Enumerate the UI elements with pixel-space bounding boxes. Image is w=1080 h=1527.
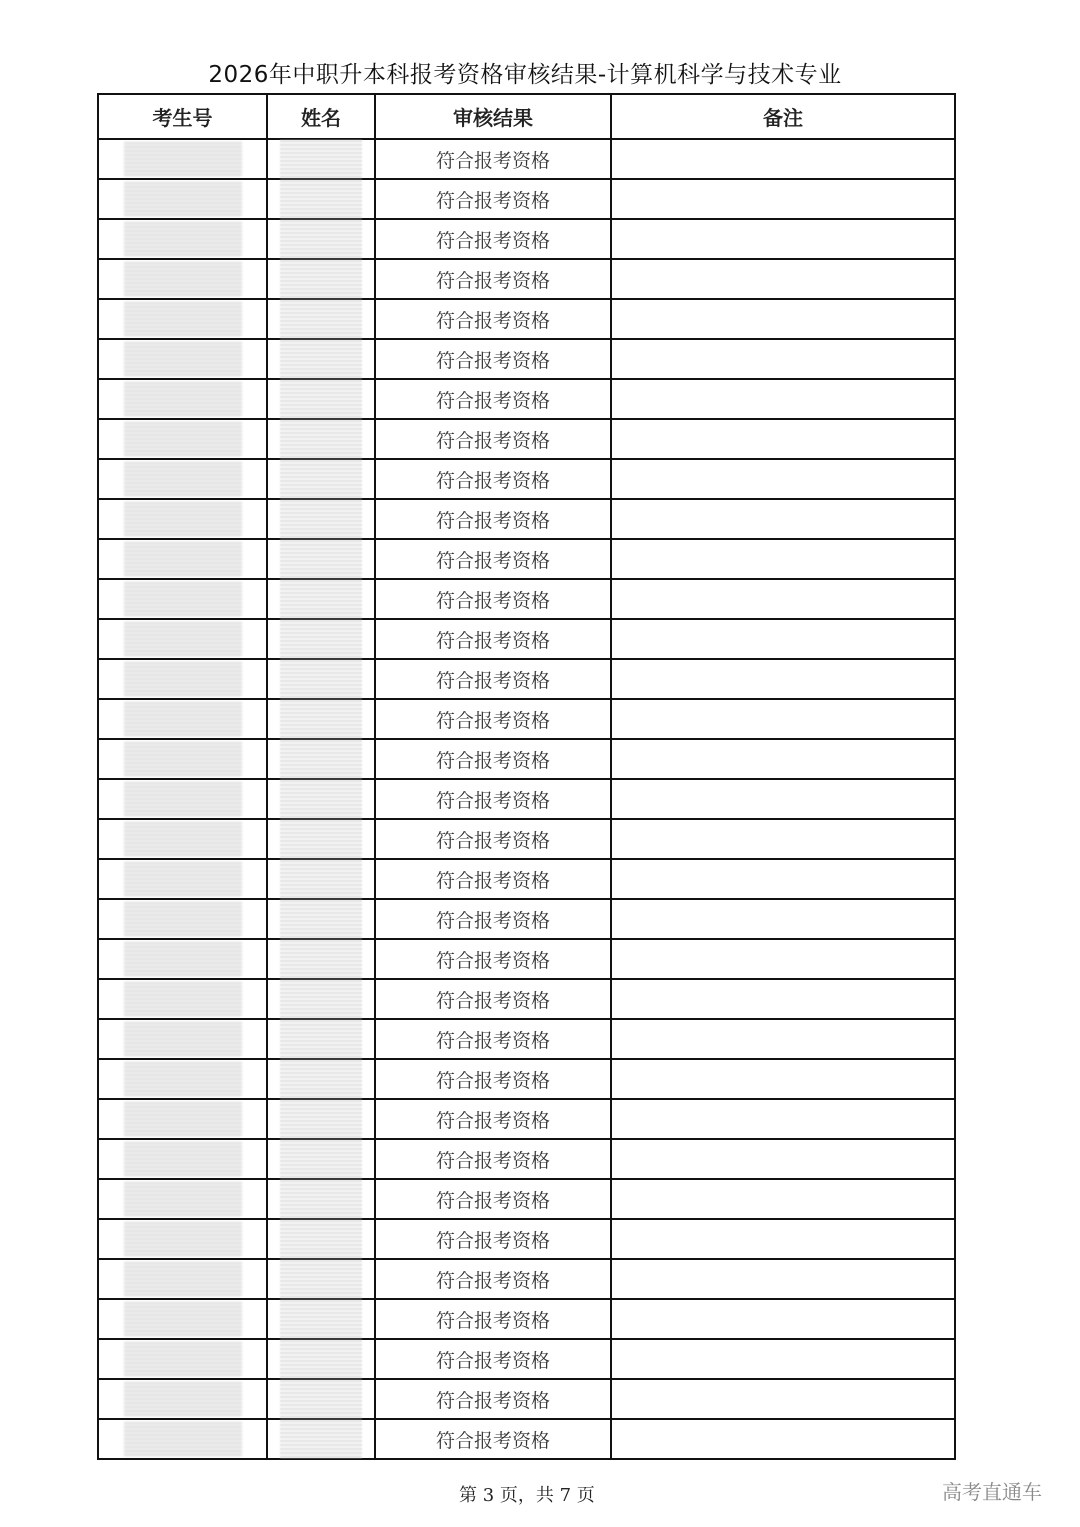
exam-number-cell — [98, 379, 267, 419]
table-row — [98, 1339, 955, 1379]
exam-number-cell — [98, 739, 267, 779]
redacted-name — [280, 740, 362, 778]
exam-number-cell — [98, 699, 267, 739]
remarks-cell — [611, 859, 955, 899]
redacted-exam-number — [124, 702, 242, 736]
name-cell — [267, 459, 375, 499]
redacted-exam-number — [124, 902, 242, 936]
table-row — [98, 499, 955, 539]
result-cell: 符合报考资格 — [375, 1019, 611, 1059]
table-row — [98, 1379, 955, 1419]
table-row — [98, 1059, 955, 1099]
redacted-exam-number — [124, 302, 242, 336]
result-cell: 符合报考资格 — [375, 219, 611, 259]
name-cell — [267, 779, 375, 819]
result-cell: 符合报考资格 — [375, 619, 611, 659]
redacted-name — [280, 1140, 362, 1178]
redacted-name — [280, 220, 362, 258]
redacted-name — [280, 380, 362, 418]
result-cell: 符合报考资格 — [375, 659, 611, 699]
redacted-name — [280, 660, 362, 698]
redacted-name — [280, 420, 362, 458]
table-row — [98, 139, 955, 179]
table-row — [98, 739, 955, 779]
exam-number-cell — [98, 579, 267, 619]
name-cell — [267, 219, 375, 259]
table-row — [98, 939, 955, 979]
redacted-name — [280, 700, 362, 738]
name-cell — [267, 1339, 375, 1379]
remarks-cell — [611, 659, 955, 699]
redacted-exam-number — [124, 982, 242, 1016]
redacted-name — [280, 940, 362, 978]
exam-number-cell — [98, 899, 267, 939]
table-row — [98, 259, 955, 299]
watermark: 高考直通车 — [942, 1480, 1042, 1504]
table-row — [98, 299, 955, 339]
exam-number-cell — [98, 499, 267, 539]
exam-number-cell — [98, 979, 267, 1019]
result-cell: 符合报考资格 — [375, 859, 611, 899]
remarks-cell — [611, 1179, 955, 1219]
name-cell — [267, 1139, 375, 1179]
exam-number-cell — [98, 459, 267, 499]
redacted-name — [280, 540, 362, 578]
redacted-exam-number — [124, 142, 242, 176]
remarks-cell — [611, 1219, 955, 1259]
redacted-name — [280, 1100, 362, 1138]
redacted-exam-number — [124, 422, 242, 456]
redacted-exam-number — [124, 462, 242, 496]
exam-number-cell — [98, 1099, 267, 1139]
name-cell — [267, 659, 375, 699]
redacted-exam-number — [124, 1222, 242, 1256]
exam-number-cell — [98, 819, 267, 859]
table-row — [98, 1299, 955, 1339]
redacted-exam-number — [124, 822, 242, 856]
table-row — [98, 779, 955, 819]
name-cell — [267, 1419, 375, 1459]
exam-number-cell — [98, 1139, 267, 1179]
redacted-name — [280, 1340, 362, 1378]
remarks-cell — [611, 1419, 955, 1459]
table-row — [98, 819, 955, 859]
redacted-exam-number — [124, 1142, 242, 1176]
redacted-exam-number — [124, 342, 242, 376]
remarks-cell — [611, 1019, 955, 1059]
redacted-name — [280, 620, 362, 658]
result-cell: 符合报考资格 — [375, 139, 611, 179]
name-cell — [267, 539, 375, 579]
result-cell: 符合报考资格 — [375, 1299, 611, 1339]
name-cell — [267, 1259, 375, 1299]
remarks-cell — [611, 1339, 955, 1379]
redacted-exam-number — [124, 542, 242, 576]
header-result: 审核结果 — [375, 94, 611, 139]
result-cell: 符合报考资格 — [375, 1219, 611, 1259]
exam-number-cell — [98, 139, 267, 179]
name-cell — [267, 859, 375, 899]
remarks-cell — [611, 739, 955, 779]
redacted-exam-number — [124, 1382, 242, 1416]
redacted-exam-number — [124, 262, 242, 296]
redacted-name — [280, 1420, 362, 1458]
result-cell: 符合报考资格 — [375, 779, 611, 819]
result-cell: 符合报考资格 — [375, 1099, 611, 1139]
result-cell: 符合报考资格 — [375, 1259, 611, 1299]
result-cell: 符合报考资格 — [375, 1339, 611, 1379]
redacted-name — [280, 460, 362, 498]
name-cell — [267, 1099, 375, 1139]
redacted-name — [280, 580, 362, 618]
exam-number-cell — [98, 259, 267, 299]
table-row — [98, 419, 955, 459]
result-cell: 符合报考资格 — [375, 1419, 611, 1459]
name-cell — [267, 899, 375, 939]
result-cell: 符合报考资格 — [375, 459, 611, 499]
table-row — [98, 859, 955, 899]
result-cell: 符合报考资格 — [375, 259, 611, 299]
redacted-name — [280, 1180, 362, 1218]
name-cell — [267, 619, 375, 659]
redacted-exam-number — [124, 182, 242, 216]
result-cell: 符合报考资格 — [375, 379, 611, 419]
name-cell — [267, 179, 375, 219]
result-cell: 符合报考资格 — [375, 739, 611, 779]
exam-number-cell — [98, 299, 267, 339]
redacted-exam-number — [124, 862, 242, 896]
result-cell: 符合报考资格 — [375, 899, 611, 939]
table-row — [98, 1419, 955, 1459]
redacted-exam-number — [124, 582, 242, 616]
remarks-cell — [611, 619, 955, 659]
exam-number-cell — [98, 219, 267, 259]
redacted-exam-number — [124, 1182, 242, 1216]
redacted-name — [280, 1260, 362, 1298]
name-cell — [267, 1179, 375, 1219]
table-row — [98, 1179, 955, 1219]
remarks-cell — [611, 819, 955, 859]
table-row — [98, 1139, 955, 1179]
name-cell — [267, 699, 375, 739]
table-row — [98, 219, 955, 259]
name-cell — [267, 739, 375, 779]
redacted-name — [280, 860, 362, 898]
exam-number-cell — [98, 659, 267, 699]
result-cell: 符合报考资格 — [375, 579, 611, 619]
review-results-table — [97, 93, 956, 1460]
redacted-name — [280, 900, 362, 938]
name-cell — [267, 1379, 375, 1419]
table-row — [98, 979, 955, 1019]
redacted-exam-number — [124, 1302, 242, 1336]
document-title: 2026年中职升本科报考资格审核结果-计算机科学与技术专业 — [208, 62, 842, 88]
redacted-name — [280, 1060, 362, 1098]
name-cell — [267, 1059, 375, 1099]
name-cell — [267, 939, 375, 979]
exam-number-cell — [98, 419, 267, 459]
table-row — [98, 179, 955, 219]
result-cell: 符合报考资格 — [375, 1059, 611, 1099]
remarks-cell — [611, 939, 955, 979]
exam-number-cell — [98, 1419, 267, 1459]
remarks-cell — [611, 779, 955, 819]
redacted-exam-number — [124, 1422, 242, 1456]
remarks-cell — [611, 1379, 955, 1419]
redacted-exam-number — [124, 1262, 242, 1296]
remarks-cell — [611, 219, 955, 259]
name-cell — [267, 1299, 375, 1339]
exam-number-cell — [98, 1219, 267, 1259]
remarks-cell — [611, 1099, 955, 1139]
remarks-cell — [611, 139, 955, 179]
redacted-name — [280, 180, 362, 218]
remarks-cell — [611, 1059, 955, 1099]
table-header-row — [98, 94, 955, 139]
result-cell: 符合报考资格 — [375, 1179, 611, 1219]
result-cell: 符合报考资格 — [375, 819, 611, 859]
exam-number-cell — [98, 939, 267, 979]
exam-number-cell — [98, 1299, 267, 1339]
table-row — [98, 1099, 955, 1139]
table-row — [98, 579, 955, 619]
exam-number-cell — [98, 339, 267, 379]
remarks-cell — [611, 379, 955, 419]
name-cell — [267, 379, 375, 419]
name-cell — [267, 1019, 375, 1059]
table-row — [98, 1219, 955, 1259]
remarks-cell — [611, 1299, 955, 1339]
redacted-name — [280, 1300, 362, 1338]
remarks-cell — [611, 459, 955, 499]
table-row — [98, 899, 955, 939]
name-cell — [267, 819, 375, 859]
exam-number-cell — [98, 1339, 267, 1379]
remarks-cell — [611, 899, 955, 939]
table-row — [98, 539, 955, 579]
redacted-exam-number — [124, 222, 242, 256]
result-cell: 符合报考资格 — [375, 939, 611, 979]
redacted-exam-number — [124, 742, 242, 776]
table-row — [98, 459, 955, 499]
redacted-name — [280, 340, 362, 378]
result-cell: 符合报考资格 — [375, 1379, 611, 1419]
result-cell: 符合报考资格 — [375, 539, 611, 579]
remarks-cell — [611, 1259, 955, 1299]
name-cell — [267, 259, 375, 299]
redacted-exam-number — [124, 1062, 242, 1096]
redacted-name — [280, 1220, 362, 1258]
result-cell: 符合报考资格 — [375, 1139, 611, 1179]
name-cell — [267, 979, 375, 1019]
redacted-name — [280, 260, 362, 298]
exam-number-cell — [98, 1059, 267, 1099]
redacted-exam-number — [124, 382, 242, 416]
exam-number-cell — [98, 179, 267, 219]
redacted-exam-number — [124, 502, 242, 536]
redacted-name — [280, 300, 362, 338]
result-cell: 符合报考资格 — [375, 979, 611, 1019]
redacted-name — [280, 820, 362, 858]
remarks-cell — [611, 179, 955, 219]
exam-number-cell — [98, 1019, 267, 1059]
name-cell — [267, 419, 375, 459]
remarks-cell — [611, 499, 955, 539]
exam-number-cell — [98, 1179, 267, 1219]
table-row — [98, 1259, 955, 1299]
page-number: 第 3 页，共 7 页 — [459, 1485, 595, 1506]
name-cell — [267, 499, 375, 539]
table-row — [98, 619, 955, 659]
table-row — [98, 659, 955, 699]
redacted-name — [280, 1380, 362, 1418]
remarks-cell — [611, 579, 955, 619]
exam-number-cell — [98, 619, 267, 659]
remarks-cell — [611, 339, 955, 379]
table-row — [98, 699, 955, 739]
redacted-exam-number — [124, 662, 242, 696]
redacted-exam-number — [124, 1102, 242, 1136]
name-cell — [267, 1219, 375, 1259]
redacted-exam-number — [124, 622, 242, 656]
redacted-name — [280, 980, 362, 1018]
remarks-cell — [611, 979, 955, 1019]
name-cell — [267, 579, 375, 619]
result-cell: 符合报考资格 — [375, 419, 611, 459]
name-cell — [267, 299, 375, 339]
remarks-cell — [611, 419, 955, 459]
remarks-cell — [611, 299, 955, 339]
result-cell: 符合报考资格 — [375, 179, 611, 219]
table-row — [98, 379, 955, 419]
name-cell — [267, 139, 375, 179]
header-remarks: 备注 — [611, 94, 955, 139]
result-cell: 符合报考资格 — [375, 499, 611, 539]
redacted-name — [280, 1020, 362, 1058]
redacted-name — [280, 140, 362, 178]
remarks-cell — [611, 699, 955, 739]
name-cell — [267, 339, 375, 379]
result-cell: 符合报考资格 — [375, 339, 611, 379]
remarks-cell — [611, 539, 955, 579]
exam-number-cell — [98, 1379, 267, 1419]
result-cell: 符合报考资格 — [375, 299, 611, 339]
table-row — [98, 339, 955, 379]
exam-number-cell — [98, 859, 267, 899]
exam-number-cell — [98, 779, 267, 819]
remarks-cell — [611, 259, 955, 299]
table-row — [98, 1019, 955, 1059]
header-name: 姓名 — [267, 94, 375, 139]
redacted-exam-number — [124, 782, 242, 816]
redacted-exam-number — [124, 1022, 242, 1056]
exam-number-cell — [98, 539, 267, 579]
exam-number-cell — [98, 1259, 267, 1299]
header-exam-number: 考生号 — [98, 94, 267, 139]
redacted-name — [280, 500, 362, 538]
redacted-exam-number — [124, 1342, 242, 1376]
redacted-name — [280, 780, 362, 818]
redacted-exam-number — [124, 942, 242, 976]
result-cell: 符合报考资格 — [375, 699, 611, 739]
remarks-cell — [611, 1139, 955, 1179]
